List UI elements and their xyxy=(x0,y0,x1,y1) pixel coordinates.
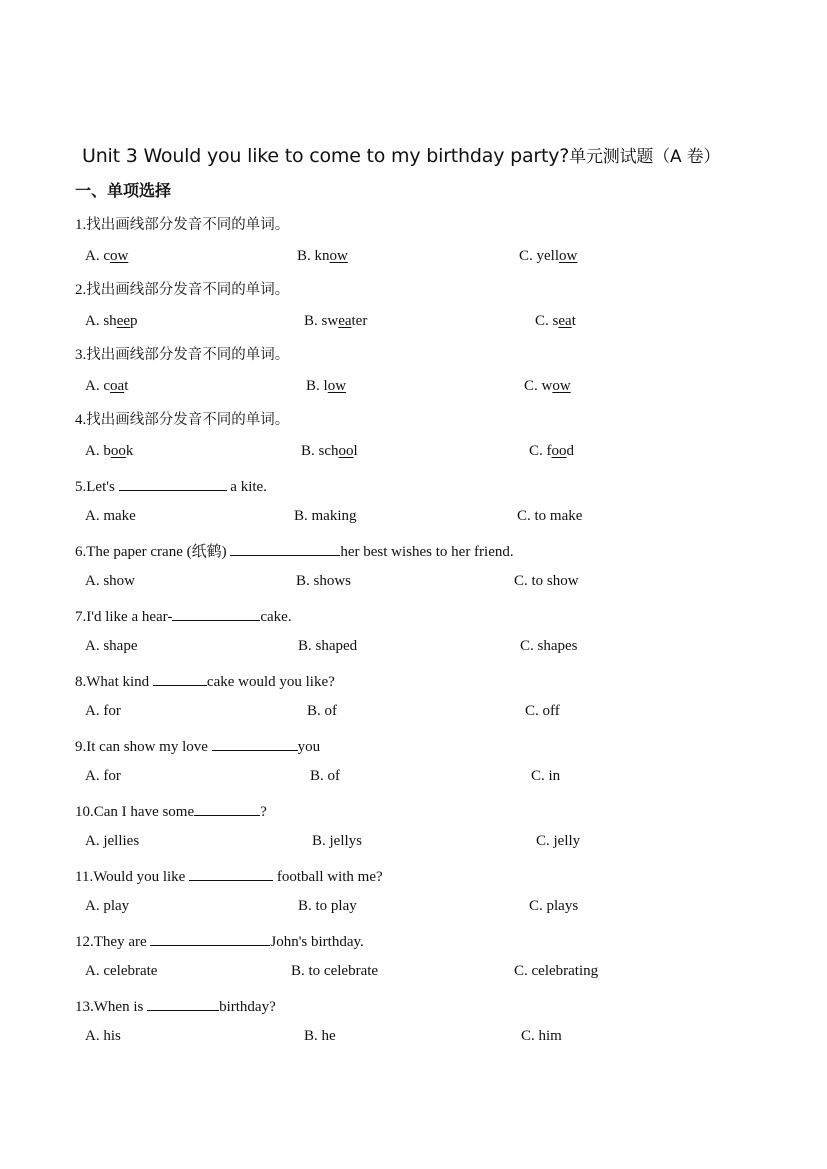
q13-option-a[interactable]: A. his xyxy=(85,1028,121,1044)
q1-option-a[interactable]: A. cow xyxy=(85,248,129,264)
question-2: 2.找出画线部分发音不同的单词。 xyxy=(75,282,290,298)
section-heading: 一、单项选择 xyxy=(75,181,172,200)
q11-option-a[interactable]: A. play xyxy=(85,898,130,914)
answer-blank[interactable] xyxy=(189,865,273,881)
q4-option-b[interactable]: B. school xyxy=(301,443,358,459)
answer-blank[interactable] xyxy=(172,605,260,621)
q5-option-a[interactable]: A. make xyxy=(85,508,136,524)
q11-option-b[interactable]: B. to play xyxy=(298,898,357,914)
answer-blank[interactable] xyxy=(230,540,340,556)
question-12: 12.They are John's birthday. xyxy=(75,930,364,951)
q3-option-a[interactable]: A. coat xyxy=(85,378,129,394)
title-chinese: 单元测试题（A 卷） xyxy=(569,147,721,167)
q2-option-a[interactable]: A. sheep xyxy=(85,313,138,329)
q1-option-c[interactable]: C. yellow xyxy=(519,248,578,264)
question-11: 11.Would you like football with me? xyxy=(75,865,383,886)
answer-blank[interactable] xyxy=(119,475,227,491)
q12-option-c[interactable]: C. celebrating xyxy=(514,963,599,979)
q1-option-b[interactable]: B. know xyxy=(297,248,348,264)
page-title xyxy=(82,142,720,167)
q2-option-c[interactable]: C. seat xyxy=(535,313,576,329)
q10-option-a[interactable]: A. jellies xyxy=(85,833,140,849)
q11-option-c[interactable]: C. plays xyxy=(529,898,579,914)
answer-blank[interactable] xyxy=(212,735,298,751)
question-5: 5.Let's a kite. xyxy=(75,475,267,496)
question-8: 8.What kind cake would you like? xyxy=(75,670,335,691)
question-6: 6.The paper crane (纸鹤) her best wishes to her friend. xyxy=(75,540,514,561)
q7-option-a[interactable]: A. shape xyxy=(85,638,138,654)
q5-option-c[interactable]: C. to make xyxy=(517,508,583,524)
q10-option-c[interactable]: C. jelly xyxy=(536,833,581,849)
answer-blank[interactable] xyxy=(153,670,207,686)
q7-option-c[interactable]: C. shapes xyxy=(520,638,578,654)
q9-option-a[interactable]: A. for xyxy=(85,768,121,784)
q2-option-b[interactable]: B. sweater xyxy=(304,313,368,329)
q13-option-b[interactable]: B. he xyxy=(304,1028,336,1044)
q8-option-c[interactable]: C. off xyxy=(525,703,560,719)
answer-blank[interactable] xyxy=(150,930,270,946)
q6-option-b[interactable]: B. shows xyxy=(296,573,352,589)
q8-option-b[interactable]: B. of xyxy=(307,703,338,719)
q3-option-c[interactable]: C. wow xyxy=(524,378,571,394)
q9-option-c[interactable]: C. in xyxy=(531,768,561,784)
question-10: 10.Can I have some ? xyxy=(75,800,267,821)
question-7: 7.I'd like a hear- cake. xyxy=(75,605,292,626)
answer-blank[interactable] xyxy=(147,995,219,1011)
question-4: 4.找出画线部分发音不同的单词。 xyxy=(75,412,290,428)
question-9: 9.It can show my love you xyxy=(75,735,320,756)
q4-option-c[interactable]: C. food xyxy=(529,443,575,459)
q3-option-b[interactable]: B. low xyxy=(306,378,347,394)
q12-option-a[interactable]: A. celebrate xyxy=(85,963,158,979)
question-13: 13.When is birthday? xyxy=(75,995,276,1016)
q8-option-a[interactable]: A. for xyxy=(85,703,121,719)
q9-option-b[interactable]: B. of xyxy=(310,768,341,784)
question-3: 3.找出画线部分发音不同的单词。 xyxy=(75,347,290,363)
question-1: 1.找出画线部分发音不同的单词。 xyxy=(75,217,290,233)
answer-blank[interactable] xyxy=(194,800,260,816)
q12-option-b[interactable]: B. to celebrate xyxy=(291,963,379,979)
q13-option-c[interactable]: C. him xyxy=(521,1028,562,1044)
q5-option-b[interactable]: B. making xyxy=(294,508,357,524)
q6-option-a[interactable]: A. show xyxy=(85,573,136,589)
q10-option-b[interactable]: B. jellys xyxy=(312,833,363,849)
q7-option-b[interactable]: B. shaped xyxy=(298,638,358,654)
q6-option-c[interactable]: C. to show xyxy=(514,573,579,589)
q4-option-a[interactable]: A. book xyxy=(85,443,134,459)
title-english: Unit 3 Would you like to come to my birthday party? xyxy=(82,145,570,167)
